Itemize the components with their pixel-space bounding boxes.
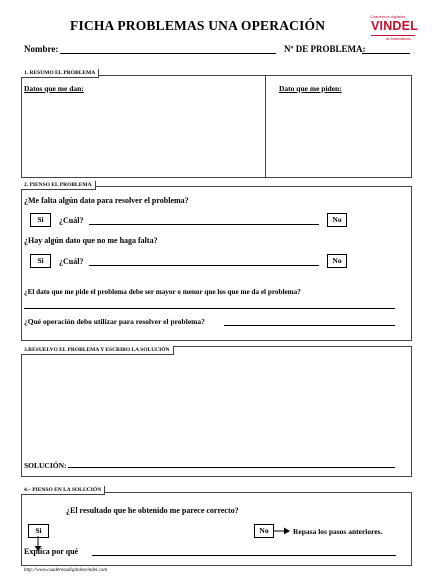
question-falta-dato: ¿Me falta algún dato para resolver el problema? — [24, 196, 189, 205]
no-checkbox-2[interactable]: No — [327, 254, 347, 268]
explica-label: Explica por qué — [24, 547, 79, 556]
cual-field-1[interactable] — [89, 224, 319, 225]
section1-divider — [265, 76, 266, 177]
section4-title: 4.– PIENSO EN LA SOLUCIÓN — [21, 486, 105, 495]
question-correcto: ¿El resultado que he obtenido me parece correcto? — [66, 506, 239, 515]
solucion-field[interactable] — [68, 467, 395, 468]
logo-brand: VINDEL — [371, 19, 419, 33]
explica-field[interactable] — [92, 555, 396, 556]
vindel-logo — [368, 14, 418, 42]
nombre-label: Nombre: — [24, 44, 59, 54]
operacion-field[interactable] — [224, 325, 395, 326]
logo-subtitle: de Matemáticas — [386, 37, 411, 41]
solucion-label: SOLUCIÓN: — [24, 461, 67, 470]
no-checkbox-1[interactable]: No — [327, 213, 347, 227]
dato-que-me-piden-area[interactable] — [269, 96, 407, 174]
si-checkbox-solucion[interactable]: Si — [28, 524, 49, 538]
section2-title: 2. PIENSO EL PROBLEMA — [21, 181, 96, 190]
repasa-pasos-text: Repasa los pasos anteriores. — [293, 527, 383, 536]
section-resuelvo — [21, 346, 412, 477]
si-checkbox-2[interactable]: Si — [30, 254, 51, 268]
resolucion-area[interactable] — [24, 363, 408, 453]
datos-que-me-dan-label: Datos que me dan: — [24, 84, 84, 93]
mayor-menor-field[interactable] — [24, 308, 395, 309]
section1-title: 1. RESUMO EL PROBLEMA — [21, 69, 99, 78]
no-checkbox-solucion[interactable]: No — [254, 524, 274, 538]
cual-label-1: ¿Cuál? — [59, 216, 84, 225]
problema-field[interactable] — [362, 53, 410, 54]
dato-que-me-piden-label: Dato que me piden: — [279, 84, 342, 93]
section-resumo — [21, 75, 412, 178]
footer-url[interactable]: http://www.cuadernosdigitalesvindel.com — [24, 568, 107, 573]
page-title: FICHA PROBLEMAS UNA OPERACIÓN — [70, 18, 326, 33]
question-dato-sobra: ¿Hay algún dato que no me haga falta? — [24, 236, 158, 245]
datos-que-me-dan-area[interactable] — [24, 96, 262, 174]
question-mayor-menor: ¿El dato que me pide el problema debe ser mayor o menor que los que me da el problema? — [24, 288, 301, 296]
cual-field-2[interactable] — [89, 265, 319, 266]
cual-label-2: ¿Cuál? — [59, 257, 84, 266]
logo-tagline: Cuadernos digitales — [370, 14, 406, 19]
section3-title: 3.RESUELVO EL PROBLEMA Y ESCRIBO LA SOLUCIÓN — [21, 346, 174, 355]
question-operacion: ¿Qué operación debo utilizar para resolver el problema? — [24, 317, 205, 326]
problema-label: Nº DE PROBLEMA: — [284, 44, 366, 54]
logo-underline — [371, 35, 415, 36]
right-arrow-icon — [273, 526, 291, 536]
nombre-field[interactable] — [60, 53, 276, 54]
si-checkbox-1[interactable]: Si — [30, 213, 51, 227]
